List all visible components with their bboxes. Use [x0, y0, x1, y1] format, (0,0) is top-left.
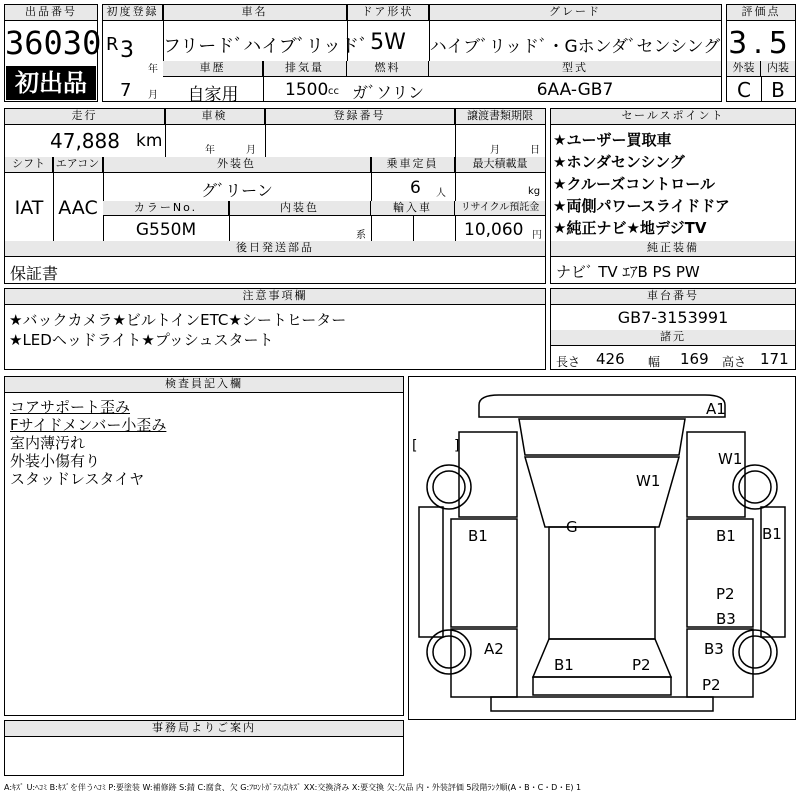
displacement: 1500: [285, 80, 329, 100]
inspector-line: Fサイドメンバー小歪み: [10, 416, 167, 434]
fuel-label: 燃料: [347, 61, 429, 77]
rear-bumper: [491, 697, 713, 711]
inspector-line: 室内薄汚れ: [10, 434, 86, 452]
displacement-unit: cc: [328, 86, 339, 97]
car-diagram: [409, 377, 795, 719]
capacity-unit: 人: [436, 188, 446, 199]
dims-label: 諸元: [551, 330, 795, 346]
inspection-label: 車検: [165, 109, 265, 125]
exterior-label: 外装: [727, 61, 761, 77]
length-label: 長さ: [556, 355, 581, 369]
year-unit: 年: [148, 64, 158, 75]
equipment-label: 純正装備: [551, 241, 795, 257]
sales-point: ★ユーザー買取車: [553, 131, 672, 149]
first-reg-label: 初度登録: [103, 5, 163, 21]
shift: IAT: [14, 197, 44, 219]
inspection-year-unit: 年: [205, 145, 215, 156]
color-no: G550M: [135, 220, 197, 240]
lot-number-label: 出品番号: [5, 5, 97, 21]
transfer-day-unit: 日: [530, 145, 540, 156]
door-type: 5W: [370, 30, 406, 55]
chassis-number: GB7-3153991: [617, 308, 729, 327]
inspector-line: スタッドレスタイヤ: [10, 470, 145, 488]
wheel-front-right-inner: [739, 471, 771, 503]
damage-mark: W1: [718, 450, 743, 468]
later-parts-label: 後日発送部品: [5, 241, 545, 257]
reg-month: 7: [120, 80, 132, 101]
ac-label: エアコン: [53, 157, 103, 173]
wheel-front-left-inner: [433, 471, 465, 503]
mileage-unit: km: [136, 131, 163, 151]
damage-mark: P2: [632, 656, 651, 674]
bracket-close: ]: [454, 438, 460, 454]
interior-label: 内装: [761, 61, 795, 77]
equipment: ナビﾞ TV ｴｱB PS PW: [556, 263, 700, 281]
length: 426: [596, 350, 625, 368]
damage-mark: B1: [554, 656, 574, 674]
roof: [549, 527, 655, 639]
car-name-label: 車名: [163, 5, 347, 21]
sales-point: ★両側パワースライドドア: [553, 197, 730, 215]
office-label: 事務局よりご案内: [5, 721, 403, 737]
width-label: 幅: [648, 355, 661, 369]
left-side-panel: [419, 507, 443, 637]
load-unit: kg: [528, 186, 541, 197]
sales-point: ★クルーズコントロール: [553, 175, 715, 193]
fuel: ガﾞソリン: [351, 83, 424, 102]
damage-mark: B3: [704, 640, 724, 658]
load-label: 最大積載量: [455, 157, 545, 173]
damage-mark: G: [566, 518, 578, 536]
inspector-line: 外装小傷有り: [10, 452, 101, 470]
era: R: [106, 34, 119, 55]
import-label: 輸入車: [371, 201, 455, 216]
width: 169: [680, 350, 709, 368]
history: 自家用: [187, 85, 239, 105]
damage-mark: W1: [636, 472, 661, 490]
capacity: 6: [410, 178, 421, 198]
int-color-unit: 系: [356, 230, 366, 241]
inspector-line: コアサポート歪み: [10, 398, 131, 416]
notes-label: 注意事項欄: [5, 289, 545, 305]
height-label: 高さ: [722, 355, 747, 369]
damage-mark: B1: [468, 527, 488, 545]
grade-label: グレード: [429, 5, 721, 21]
history-label: 車歴: [163, 61, 263, 77]
displacement-label: 排気量: [263, 61, 347, 77]
reg-no-label: 登録番号: [265, 109, 455, 125]
wheel-rear-right-inner: [739, 636, 771, 668]
transfer-label: 譲渡書類期限: [455, 109, 545, 125]
damage-mark: B3: [716, 610, 736, 628]
damage-mark: A1: [706, 400, 726, 418]
car-name: フリードﾞハイブﾞリッドﾞ: [163, 36, 369, 57]
height: 171: [760, 350, 789, 368]
wheel-rear-left-inner: [433, 636, 465, 668]
sales-point: ★ホンダセンシング: [553, 153, 685, 171]
hood: [519, 419, 685, 455]
capacity-label: 乗車定員: [371, 157, 455, 173]
transfer-month-unit: 月: [490, 145, 500, 156]
chassis-label: 車台番号: [551, 289, 795, 305]
exterior-grade: C: [737, 78, 751, 102]
shift-label: シフト: [5, 157, 53, 173]
inspector-label: 検査員記入欄: [5, 377, 403, 393]
recycle-label: リサイクル預託金: [455, 201, 545, 216]
damage-mark: P2: [702, 676, 721, 694]
ac: AAC: [58, 197, 98, 219]
model-label: 型式: [429, 61, 721, 77]
grade: ハイブﾞリッドﾞ・Gホンダﾞセンシング: [429, 37, 721, 57]
mileage: 47,888: [50, 129, 120, 153]
ext-color: グﾞリーン: [201, 181, 273, 200]
sales-point: ★純正ナビ★地デジTV: [553, 219, 707, 237]
int-color-label: 内装色: [229, 201, 371, 216]
damage-mark: B1: [716, 527, 736, 545]
sales-points-label: セールスポイント: [551, 109, 795, 125]
later-parts: 保証書: [10, 264, 59, 283]
damage-mark: P2: [716, 585, 735, 603]
bracket-open: [: [412, 438, 418, 454]
recycle-unit: 円: [532, 230, 542, 241]
model: 6AA-GB7: [536, 80, 614, 100]
damage-mark: A2: [484, 640, 504, 658]
interior-grade: B: [771, 78, 785, 102]
legend: A:ｷｽﾞ U:ﾍｺﾐ B:ｷｽﾞを伴うﾍｺﾐ P:要塗装 W:補修跡 S:錆 C:腐食、欠 G:ﾌﾛﾝﾄｶﾞﾗｽ点ｷｽﾞ XX:交換済み X:要交換 欠:欠品 内・外装評価 5段階ﾗﾝｸ順(A・B・C・D・E) 1: [4, 783, 582, 792]
windshield: [525, 457, 679, 527]
recycle: 10,060: [464, 220, 524, 240]
inspection-month-unit: 月: [246, 145, 256, 156]
mileage-label: 走行: [5, 109, 165, 125]
note-line: ★バックカメラ★ビルトインETC★シートヒーター: [9, 311, 347, 329]
front-bumper: [479, 395, 725, 417]
damage-mark: B1: [762, 525, 782, 543]
reg-year: 3: [120, 38, 134, 63]
note-line: ★LEDヘッドライト★プッシュスタート: [9, 331, 274, 349]
ext-color-label: 外装色: [103, 157, 371, 173]
first-listing-badge: 初出品: [6, 66, 96, 100]
score-value: 3.5: [728, 26, 794, 61]
color-no-label: カラーNo.: [103, 201, 229, 216]
month-unit: 月: [148, 90, 158, 101]
tailgate: [533, 677, 671, 695]
lot-number: 36030: [5, 24, 102, 62]
door-label: ドア形状: [347, 5, 429, 21]
score-label: 評価点: [727, 5, 795, 21]
